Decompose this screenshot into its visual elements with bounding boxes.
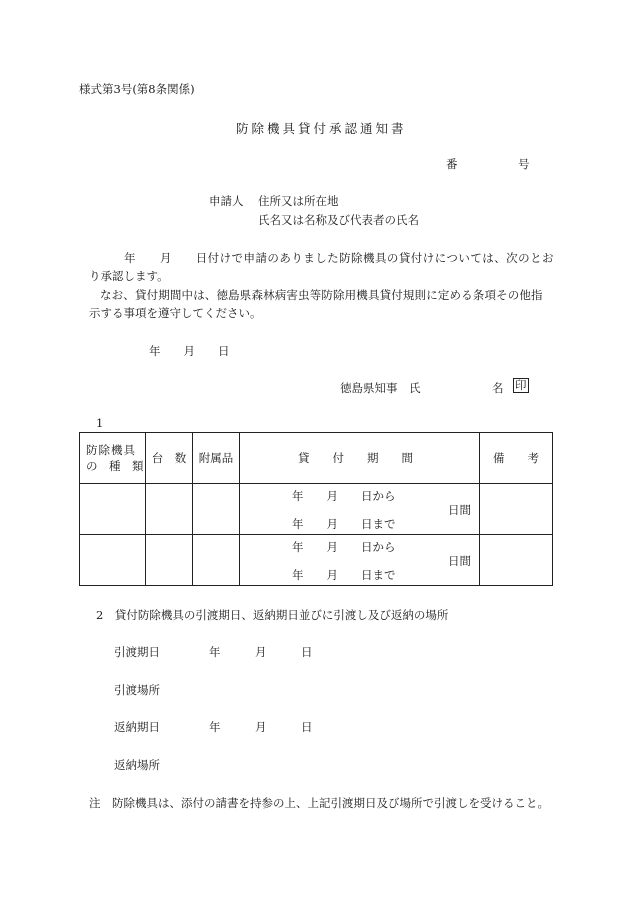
cell-period xyxy=(240,535,480,586)
period-to: 年 月 日まで xyxy=(292,517,396,531)
signer-title: 徳島県知事 氏 xyxy=(340,381,421,395)
section2-heading: 2 貸付防除機具の引渡期日、返納期日並びに引渡し及び返納の場所 xyxy=(96,608,449,622)
period-days: 日間 xyxy=(448,503,471,517)
footnote: 注 防除機具は、添付の請書を持参の上、上記引渡期日及び場所で引渡しを受けること。 xyxy=(89,796,549,810)
delivery-place-label: 引渡場所 xyxy=(114,683,160,697)
section1-number: 1 xyxy=(96,416,104,430)
body-para1-line1: 年 月 日付けで申請のありました防除機具の貸付けについては、次のとお xyxy=(124,251,554,265)
cell-accessory xyxy=(193,484,240,535)
cell-count xyxy=(146,535,193,586)
table-row xyxy=(80,535,553,586)
seal-mark: 印 xyxy=(515,378,527,392)
body-para2-line2: 示する事項を遵守してください。 xyxy=(89,306,262,320)
header-remarks: 備 考 xyxy=(480,433,553,484)
header-accessory: 附属品 xyxy=(193,433,240,484)
header-type-line1: 防除機具 xyxy=(86,443,136,457)
cell-accessory xyxy=(193,535,240,586)
header-count: 台 数 xyxy=(146,433,193,484)
cell-type xyxy=(80,535,146,586)
cell-period xyxy=(240,484,480,535)
header-type xyxy=(80,433,146,484)
applicant-label: 申請人 xyxy=(209,194,244,208)
body-para2-line1: なお、貸付期間中は、徳島県森林病害虫等防除用機具貸付規則に定める条項その他指 xyxy=(100,288,543,302)
header-type-line2: の 種 類 xyxy=(86,459,144,473)
period-from: 年 月 日から xyxy=(292,540,396,554)
number-go: 号 xyxy=(518,157,530,171)
applicant-address: 住所又は所在地 xyxy=(258,194,339,208)
header-period-label: 貸 付 期 間 xyxy=(298,451,413,465)
period-from: 年 月 日から xyxy=(292,489,396,503)
signer-mei: 名 xyxy=(492,381,504,395)
document-title: 防除機具貸付承認通知書 xyxy=(236,121,407,136)
table-header-row xyxy=(80,433,553,484)
period-to: 年 月 日まで xyxy=(292,568,396,582)
cell-remarks xyxy=(480,535,553,586)
lending-table xyxy=(79,432,553,586)
header-period xyxy=(240,433,480,484)
delivery-date-label: 引渡期日 xyxy=(114,645,160,659)
cell-remarks xyxy=(480,484,553,535)
delivery-date-value: 年 月 日 xyxy=(209,645,313,659)
body-para1-line2: り承認します。 xyxy=(89,269,169,283)
date-line: 年 月 日 xyxy=(149,344,230,358)
cell-count xyxy=(146,484,193,535)
number-ban: 番 xyxy=(446,157,458,171)
return-date-value: 年 月 日 xyxy=(209,720,313,734)
period-days: 日間 xyxy=(448,554,471,568)
cell-type xyxy=(80,484,146,535)
return-date-label: 返納期日 xyxy=(114,720,160,734)
applicant-name: 氏名又は名称及び代表者の氏名 xyxy=(258,213,419,227)
return-place-label: 返納場所 xyxy=(114,758,160,772)
table-row xyxy=(80,484,553,535)
form-number: 様式第3号(第8条関係) xyxy=(79,82,195,96)
